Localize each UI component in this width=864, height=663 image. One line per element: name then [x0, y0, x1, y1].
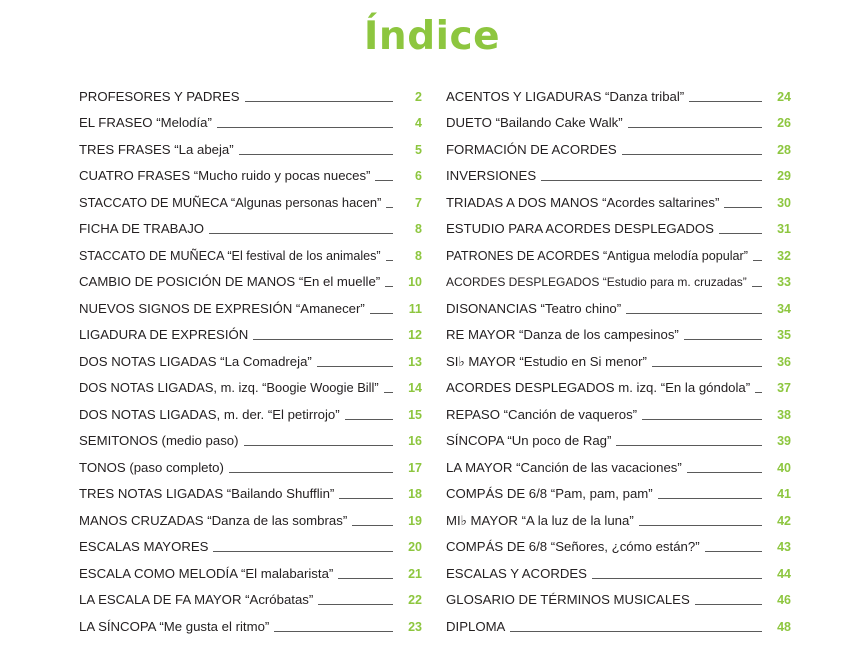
toc-entry-title: FICHA DE TRABAJO — [79, 221, 205, 236]
toc-leader-line — [229, 472, 393, 473]
toc-entry — [446, 423, 791, 450]
toc-entry — [79, 184, 422, 211]
toc-entry-title: DISONANCIAS “Teatro chino” — [446, 300, 622, 316]
toc-entry-title: LA SÍNCOPA “Me gusta el ritmo” — [79, 618, 270, 634]
toc-page-number: 13 — [408, 354, 422, 369]
toc-entry-title: PROFESORES Y PADRES — [79, 88, 240, 104]
toc-leader-line — [755, 392, 762, 393]
toc-leader-line — [639, 525, 762, 526]
toc-entry — [446, 211, 791, 238]
toc-leader-line — [626, 313, 762, 314]
toc-entry — [79, 476, 422, 503]
toc-leader-line — [592, 578, 762, 579]
toc-entry — [79, 502, 422, 529]
toc-page-number: 7 — [415, 195, 422, 210]
toc-entry — [79, 290, 422, 317]
toc-entry — [79, 211, 422, 238]
toc-page-number: 42 — [777, 513, 791, 528]
toc-page-number: 29 — [777, 169, 791, 183]
toc-leader-line — [213, 551, 393, 552]
toc-entry-title: MANOS CRUZADAS “Danza de las sombras” — [79, 512, 348, 528]
toc-page-number: 22 — [408, 593, 422, 607]
toc-entry — [79, 529, 422, 556]
toc-entry-title: ESCALAS MAYORES — [79, 539, 209, 554]
toc-entry — [446, 105, 791, 132]
toc-page-number: 23 — [408, 619, 422, 634]
toc-entry — [79, 78, 422, 105]
toc-leader-line — [318, 604, 393, 605]
toc-leader-line — [616, 445, 762, 446]
toc-entry-title: TONOS (paso completo) — [79, 459, 224, 475]
toc-entry-title: DIPLOMA — [446, 618, 506, 634]
toc-entry-title: INVERSIONES — [446, 168, 537, 183]
toc-entry-title: TRES FRASES “La abeja” — [79, 141, 234, 157]
toc-leader-line — [658, 498, 762, 499]
toc-entry — [79, 555, 422, 582]
toc-leader-line — [687, 472, 762, 473]
toc-leader-line — [384, 392, 393, 393]
toc-entry — [79, 423, 422, 450]
toc-leader-line — [695, 604, 762, 605]
toc-leader-line — [753, 260, 762, 261]
toc-leader-line — [370, 313, 393, 314]
toc-entry — [446, 370, 791, 397]
toc-page-number: 31 — [777, 222, 791, 236]
toc-entry-title: LIGADURA DE EXPRESIÓN — [79, 327, 249, 342]
toc-leader-line — [541, 180, 762, 181]
toc-page-number: 34 — [777, 301, 791, 316]
toc-page-number: 28 — [777, 142, 791, 157]
toc-entry-title: NUEVOS SIGNOS DE EXPRESIÓN “Amanecer” — [79, 300, 365, 316]
toc-leader-line — [339, 498, 393, 499]
toc-leader-line — [244, 445, 393, 446]
toc-entry-title: EL FRASEO “Melodía” — [79, 115, 212, 130]
toc-page-number: 33 — [777, 275, 791, 289]
toc-page-number: 2 — [415, 89, 422, 104]
toc-entry-title: SEMITONOS (medio paso) — [79, 433, 239, 448]
toc-page-number: 17 — [408, 460, 422, 475]
toc-leader-line — [345, 419, 393, 420]
toc-entry — [446, 237, 791, 264]
toc-leader-line — [652, 366, 762, 367]
toc-leader-line — [719, 233, 762, 234]
toc-leader-line — [642, 419, 762, 420]
toc-entry-title: ESCALAS Y ACORDES — [446, 565, 587, 581]
toc-page-number: 24 — [777, 89, 791, 104]
toc-page-number: 37 — [777, 381, 791, 395]
toc-entry-title: ACORDES DESPLEGADOS m. izq. “En la góndola” — [446, 380, 751, 395]
toc-entry-title: SÍNCOPA “Un poco de Rag” — [446, 433, 612, 448]
toc-page-number: 30 — [777, 195, 791, 210]
toc-page-number: 5 — [415, 142, 422, 157]
toc-page-number: 10 — [408, 275, 422, 289]
toc-entry-title: CUATRO FRASES “Mucho ruido y pocas nueces” — [79, 168, 371, 183]
toc-entry — [446, 317, 791, 344]
toc-entry — [79, 105, 422, 132]
toc-entry — [446, 502, 791, 529]
toc-leader-line — [705, 551, 762, 552]
toc-page-number: 8 — [415, 248, 422, 263]
toc-leader-line — [724, 207, 762, 208]
toc-page-number: 48 — [777, 619, 791, 634]
toc-entry-title: DOS NOTAS LIGADAS, m. izq. “Boogie Woogie Bill” — [79, 380, 379, 395]
toc-leader-line — [317, 366, 393, 367]
toc-leader-line — [385, 286, 393, 287]
toc-entry-title: ESTUDIO PARA ACORDES DESPLEGADOS — [446, 221, 714, 236]
toc-page-number: 20 — [408, 540, 422, 554]
toc-entry — [79, 264, 422, 291]
toc-page-number: 38 — [777, 407, 791, 422]
toc-page-number: 4 — [415, 116, 422, 130]
toc-entry-title: COMPÁS DE 6/8 “Pam, pam, pam” — [446, 486, 653, 501]
toc-entry — [446, 184, 791, 211]
toc-leader-line — [628, 127, 762, 128]
toc-entry-title: LA ESCALA DE FA MAYOR “Acróbatas” — [79, 592, 314, 607]
toc-entry-title: ACORDES DESPLEGADOS “Estudio para m. cruzadas” — [446, 275, 747, 289]
toc-page-number: 8 — [415, 222, 422, 236]
toc-entry-title: PATRONES DE ACORDES “Antigua melodía popular” — [446, 248, 748, 263]
toc-entry — [446, 582, 791, 609]
toc-entry-title: RE MAYOR “Danza de los campesinos” — [446, 327, 679, 342]
toc-leader-line — [752, 286, 762, 287]
toc-entry — [446, 264, 791, 291]
toc-page-number: 12 — [408, 328, 422, 342]
toc-page-number: 21 — [408, 566, 422, 581]
toc-entry — [79, 608, 422, 635]
toc-page-number: 19 — [408, 513, 422, 528]
toc-page-number: 46 — [777, 593, 791, 607]
toc-right-column — [446, 78, 791, 635]
toc-entry — [446, 158, 791, 185]
toc-entry — [446, 290, 791, 317]
toc-entry-title: DUETO “Bailando Cake Walk” — [446, 115, 623, 130]
toc-entry — [446, 449, 791, 476]
toc-entry — [79, 396, 422, 423]
toc-page-number: 18 — [408, 487, 422, 501]
toc-leader-line — [209, 233, 393, 234]
toc-leader-line — [338, 578, 393, 579]
toc-entry — [79, 158, 422, 185]
toc-entry-title: FORMACIÓN DE ACORDES — [446, 141, 617, 157]
toc-page-number: 35 — [777, 328, 791, 342]
toc-entry — [446, 608, 791, 635]
toc-entry-title: ACENTOS Y LIGADURAS “Danza tribal” — [446, 88, 685, 104]
toc-entry — [79, 343, 422, 370]
toc-entry-title: GLOSARIO DE TÉRMINOS MUSICALES — [446, 592, 690, 607]
toc-entry-title: ESCALA COMO MELODÍA “El malabarista” — [79, 565, 334, 581]
toc-leader-line — [386, 260, 393, 261]
toc-entry-title: MI♭ MAYOR “A la luz de la luna” — [446, 512, 634, 528]
toc-entry-title: SI♭ MAYOR “Estudio en Si menor” — [446, 353, 647, 369]
toc-entry — [446, 396, 791, 423]
toc-page-number: 26 — [777, 116, 791, 130]
toc-entry — [79, 237, 422, 264]
toc-leader-line — [510, 631, 762, 632]
toc-entry-title: DOS NOTAS LIGADAS “La Comadreja” — [79, 353, 312, 369]
toc-page-number: 14 — [408, 381, 422, 395]
toc-entry-title: REPASO “Canción de vaqueros” — [446, 406, 638, 422]
toc-entry — [446, 343, 791, 370]
toc-entry-title: CAMBIO DE POSICIÓN DE MANOS “En el muelle” — [79, 274, 381, 289]
toc-entry-title: TRIADAS A DOS MANOS “Acordes saltarines” — [446, 194, 720, 210]
toc-page-number: 41 — [777, 487, 791, 501]
toc-leader-line — [239, 154, 393, 155]
toc-leader-line — [375, 180, 393, 181]
toc-page-number: 43 — [777, 540, 791, 554]
toc-entry — [446, 529, 791, 556]
toc-leader-line — [274, 631, 393, 632]
toc-page-number: 40 — [777, 460, 791, 475]
toc-entry-title: STACCATO DE MUÑECA “Algunas personas hacen” — [79, 194, 382, 210]
toc-entry — [79, 131, 422, 158]
toc-entry — [79, 370, 422, 397]
toc-entry-title: TRES NOTAS LIGADAS “Bailando Shufflin” — [79, 486, 335, 501]
toc-entry — [446, 555, 791, 582]
toc-leader-line — [352, 525, 393, 526]
page-title: Índice — [363, 14, 501, 59]
toc-page-number: 32 — [777, 248, 791, 263]
toc-entry — [446, 131, 791, 158]
toc-page-number: 44 — [777, 566, 791, 581]
toc-page-number: 6 — [415, 169, 422, 183]
toc-leader-line — [684, 339, 762, 340]
toc-entry-title: DOS NOTAS LIGADAS, m. der. “El petirrojo” — [79, 406, 340, 422]
toc-entry — [79, 582, 422, 609]
toc-page-number: 39 — [777, 434, 791, 448]
toc-leader-line — [386, 207, 393, 208]
toc-entry — [446, 476, 791, 503]
toc-leader-line — [253, 339, 393, 340]
toc-leader-line — [689, 101, 762, 102]
toc-leader-line — [217, 127, 393, 128]
toc-entry-title: COMPÁS DE 6/8 “Señores, ¿cómo están?” — [446, 539, 700, 554]
toc-entry — [446, 78, 791, 105]
toc-page-number: 11 — [408, 301, 422, 316]
toc-leader-line — [622, 154, 762, 155]
toc-leader-line — [245, 101, 394, 102]
toc-page-number: 16 — [408, 434, 422, 448]
toc-entry-title: STACCATO DE MUÑECA “El festival de los animales” — [79, 248, 381, 263]
toc-left-column — [79, 78, 422, 635]
toc-entry-title: LA MAYOR “Canción de las vacaciones” — [446, 459, 682, 475]
toc-entry — [79, 449, 422, 476]
toc-entry — [79, 317, 422, 344]
toc-page-number: 36 — [777, 354, 791, 369]
toc-page-number: 15 — [408, 407, 422, 422]
